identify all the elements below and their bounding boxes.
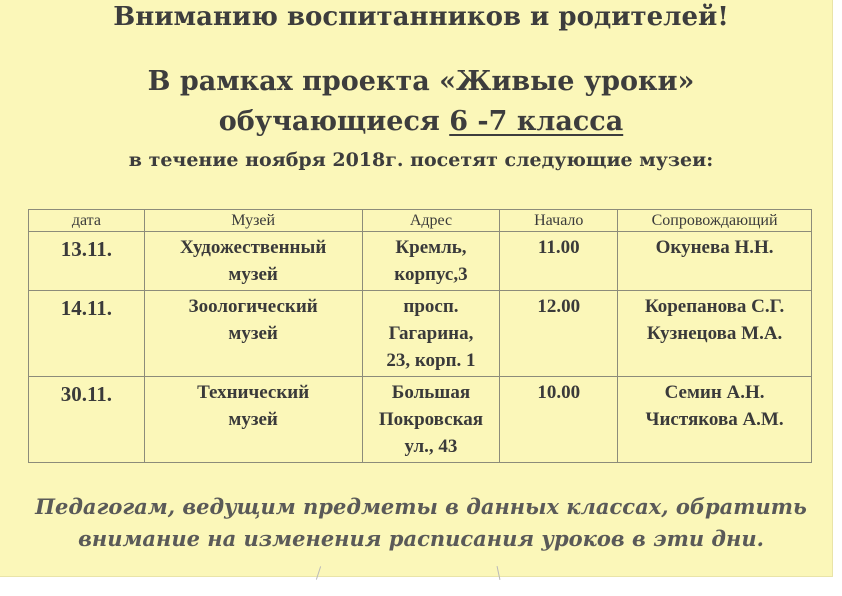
cell-museum: [144, 232, 362, 291]
grades-line: [0, 106, 842, 137]
address-line: Гагарина,: [388, 323, 474, 344]
escort-name: Чистякова А.М.: [645, 409, 784, 430]
table-row: [29, 232, 812, 291]
cell-start: 10.00: [500, 377, 618, 463]
address-line: корпус,3: [394, 264, 468, 285]
cell-start: 12.00: [500, 291, 618, 377]
cell-escort: [618, 377, 812, 463]
cell-address: [362, 291, 500, 377]
museum-name-line: музей: [228, 323, 278, 344]
address-line: 23, корп. 1: [386, 350, 476, 371]
cell-museum: [144, 291, 362, 377]
address-line: просп.: [403, 296, 459, 317]
table-row: [29, 377, 812, 463]
table-row: [29, 291, 812, 377]
grades-value: 6 -7 класса: [449, 106, 624, 137]
project-line: В рамках проекта «Живые уроки»: [147, 66, 695, 97]
cell-date: 30.11.: [29, 377, 145, 463]
column-header-date: дата: [29, 210, 145, 232]
museum-name-line: Зоологический: [188, 296, 318, 317]
museum-name-line: Художественный: [180, 237, 327, 258]
escort-name: Корепанова С.Г.: [644, 296, 785, 317]
teacher-note-line-2: внимание на изменения расписания уроков в эти дни.: [78, 526, 764, 551]
museum-name-line: музей: [228, 409, 278, 430]
column-header-start: Начало: [500, 210, 618, 232]
cell-address: [362, 377, 500, 463]
column-header-museum: Музей: [144, 210, 362, 232]
cell-start: 11.00: [500, 232, 618, 291]
period-line: в течение ноября 2018г. посетят следующие музеи:: [128, 149, 714, 171]
address-line: Кремль,: [395, 237, 467, 258]
address-line: Покровская: [378, 409, 484, 430]
teacher-note-line-1: Педагогам, ведущим предметы в данных классах, обратить: [35, 494, 807, 519]
cell-escort: [618, 291, 812, 377]
cell-date: 14.11.: [29, 291, 145, 377]
escort-name: Кузнецова М.А.: [646, 323, 783, 344]
museum-schedule-table: [28, 209, 812, 463]
cell-museum: [144, 377, 362, 463]
grades-prefix: обучающиеся: [218, 106, 450, 137]
notice-title: Вниманию воспитанников и родителей!: [113, 2, 729, 32]
museum-name-line: Технический: [197, 382, 310, 403]
column-header-escort: Сопровождающий: [618, 210, 812, 232]
address-line: ул., 43: [404, 436, 458, 457]
cell-address: [362, 232, 500, 291]
address-line: Большая: [391, 382, 471, 403]
table-header-row: [29, 210, 812, 232]
cell-date: 13.11.: [29, 232, 145, 291]
cell-escort: [618, 232, 812, 291]
escort-name: Семин А.Н.: [664, 382, 765, 403]
museum-name-line: музей: [228, 264, 278, 285]
column-header-address: Адрес: [362, 210, 500, 232]
escort-name: Окунева Н.Н.: [655, 237, 774, 258]
